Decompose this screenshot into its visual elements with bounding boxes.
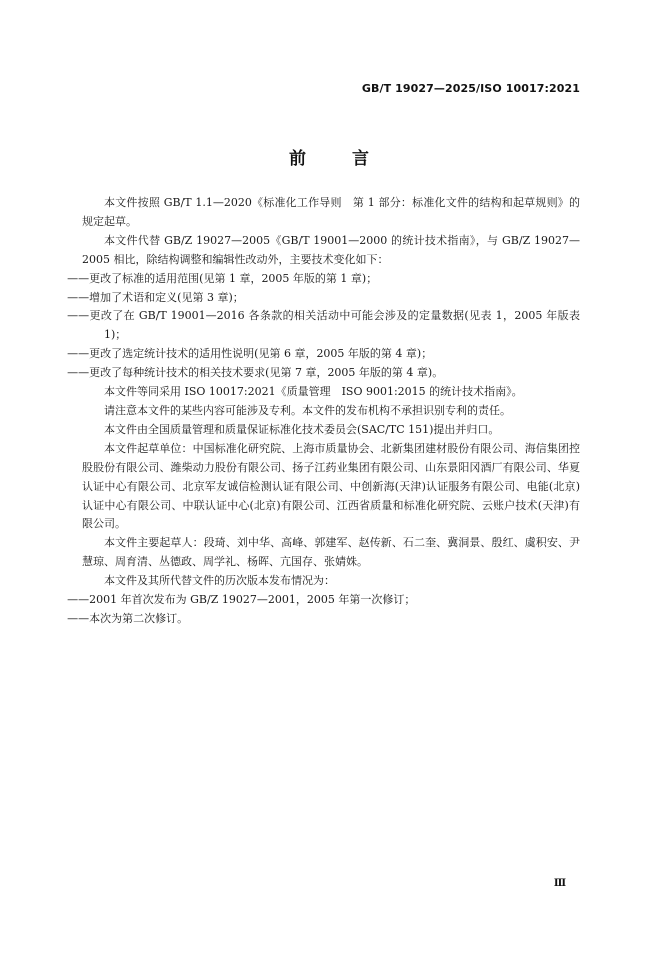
paragraph-drafting-units: 本文件起草单位：中国标准化研究院、上海市质量协会、北新集团建材股份有限公司、海信集团控股股份有限公司、潍柴动力股份有限公司、扬子江药业集团有限公司、山东景阳冈酒厂有限公司、华夏认证中心有限公司、北京军友诚信检测认证有限公司、中创新海(天津)认证服务有限公司、电能(北京)认证中心有限公司、中联认证中心(北京)有限公司、江西省质量和标准化研究院、云账户技术(天津)有限公司。: [82, 441, 580, 531]
list-item-change-2: ——增加了术语和定义(见第 3 章)；: [67, 290, 244, 304]
foreword-body: [67, 194, 580, 629]
list-item-history-1: ——2001 年首次发布为 GB/Z 19027—2001，2005 年第一次修订；: [67, 593, 416, 607]
page-title: 前 言: [289, 149, 389, 169]
list-item-change-3: ——更改了在 GB/T 19001—2016 各条款的相关活动中可能会涉及的定量数据(见表 1，2005 年版表 1)；: [67, 309, 580, 342]
paragraph-proposer: 本文件由全国质量管理和质量保证标准化技术委员会(SAC/TC 151)提出并归口。: [104, 422, 500, 436]
paragraph-iso-adoption: 本文件等同采用 ISO 10017:2021《质量管理 ISO 9001:2015 的统计技术指南》。: [104, 385, 523, 399]
page-number: Ⅲ: [553, 878, 566, 889]
list-item-change-5: ——更改了每种统计技术的相关技术要求(见第 7 章，2005 年版的第 4 章)。: [67, 366, 444, 380]
list-item-history-2: ——本次为第二次修订。: [67, 611, 189, 625]
paragraph-patent-notice: 请注意本文件的某些内容可能涉及专利。本文件的发布机构不承担识别专利的责任。: [104, 403, 511, 417]
paragraph-replacement: 本文件代替 GB/Z 19027—2005《GB/T 19001—2000 的统计技术指南》，与 GB/Z 19027—2005 相比，除结构调整和编辑性改动外，主要技术变化如下：: [82, 233, 580, 266]
paragraph-drafters: 本文件主要起草人：段琦、刘中华、高峰、郭建军、赵传新、石二奎、冀洞景、殷红、虞积安、尹慧琼、周育清、丛德政、周学礼、杨晖、亢国存、张婧姝。: [82, 536, 580, 569]
list-item-change-1: ——更改了标准的适用范围(见第 1 章，2005 年版的第 1 章)；: [67, 271, 378, 285]
paragraph-drafting-rules: 本文件按照 GB/T 1.1—2020《标准化工作导则 第 1 部分：标准化文件的结构和起草规则》的规定起草。: [82, 196, 580, 228]
standard-code-header: GB/T 19027—2025/ISO 10017:2021: [361, 82, 580, 95]
paragraph-history-intro: 本文件及其所代替文件的历次版本发布情况为：: [104, 574, 335, 588]
list-item-change-4: ——更改了选定统计技术的适用性说明(见第 6 章，2005 年版的第 4 章)；: [67, 347, 433, 361]
